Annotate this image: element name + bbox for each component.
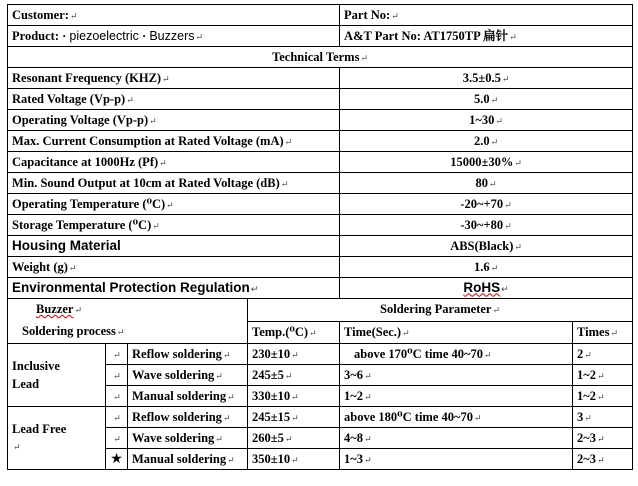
buzzer-label: Buzzer [36,302,74,316]
times-cell: 2~3↵ [573,428,633,449]
row-mark: ↵ [106,365,128,386]
row-mark: ↵ [106,386,128,407]
term-label: Housing Material [8,236,340,257]
term-row [8,257,633,278]
times-cell: 2~3↵ [573,449,633,470]
at-part-no-cell: A&T Part No: AT1750TP 扁针↵ [340,26,633,47]
times-cell: 1~2↵ [573,386,633,407]
term-row [8,152,633,173]
term-row [8,131,633,152]
term-value: 1.6↵ [340,257,633,278]
parameter-label-cell: Soldering Parameter↵ [248,299,633,322]
term-row [8,110,633,131]
soldering-row [8,407,633,428]
temp-cell: 245±5↵ [248,365,340,386]
time-cell: 4~8↵ [340,428,573,449]
time-cell: 3~6↵ [340,365,573,386]
soldering-row [8,344,633,365]
term-row [8,68,633,89]
term-row [8,215,633,236]
buzzer-process-cell: Buzzer↵ Soldering process↵ [8,299,248,344]
soldering-header-row [8,299,633,322]
term-label: Resonant Frequency (KHZ)↵ [8,68,340,89]
time-cell: 1~3↵ [340,449,573,470]
temp-cell: 330±10↵ [248,386,340,407]
times-cell: 3↵ [573,407,633,428]
term-value: 5.0↵ [340,89,633,110]
part-no-cell: Part No:↵ [340,5,633,26]
term-value: 2.0↵ [340,131,633,152]
row-mark: ↵ [106,344,128,365]
row-mark: ↵ [106,428,128,449]
method-cell: Manual soldering↵ [128,386,248,407]
product-cell: Product: · piezoelectric · Buzzers↵ [8,26,340,47]
times-cell: 1~2↵ [573,365,633,386]
term-label: Operating Temperature (⁰C)↵ [8,194,340,215]
term-value: RoHS↵ [340,278,633,299]
term-value: 3.5±0.5↵ [340,68,633,89]
term-row [8,89,633,110]
time-header: Time(Sec.)↵ [340,321,573,344]
method-cell: Reflow soldering↵ [128,407,248,428]
method-cell: Reflow soldering↵ [128,344,248,365]
temp-cell: 245±15↵ [248,407,340,428]
temp-cell: 350±10↵ [248,449,340,470]
term-label: Environmental Protection Regulation↵ [8,278,340,299]
method-cell: Manual soldering↵ [128,449,248,470]
customer-row [8,5,633,26]
term-label: Storage Temperature (⁰C)↵ [8,215,340,236]
customer-cell: Customer:↵ [8,5,340,26]
row-mark [106,449,128,470]
method-cell: Wave soldering↵ [128,428,248,449]
time-cell: 1~2↵ [340,386,573,407]
term-value: 80↵ [340,173,633,194]
term-label: Rated Voltage (Vp-p)↵ [8,89,340,110]
product-row [8,26,633,47]
spec-table [7,4,633,470]
term-value: 15000±30%↵ [340,152,633,173]
section-title: Technical Terms↵ [8,47,633,68]
star-icon: ★ [110,451,123,467]
times-header: Times↵ [573,321,633,344]
group-name-cell: Inclusive Lead [8,344,106,407]
temp-header: Temp.(⁰C)↵ [248,321,340,344]
group-name-cell: Lead Free ↵ [8,407,106,470]
term-value: ABS(Black)↵ [340,236,633,257]
term-row [8,278,633,299]
term-label: Max. Current Consumption at Rated Voltage (mA)↵ [8,131,340,152]
term-value: 1~30↵ [340,110,633,131]
term-row [8,194,633,215]
times-cell: 2↵ [573,344,633,365]
temp-cell: 230±10↵ [248,344,340,365]
term-value: -20~+70↵ [340,194,633,215]
term-label: Weight (g)↵ [8,257,340,278]
term-label: Operating Voltage (Vp-p)↵ [8,110,340,131]
term-label: Capacitance at 1000Hz (Pf)↵ [8,152,340,173]
section-title-row [8,47,633,68]
method-cell: Wave soldering↵ [128,365,248,386]
time-cell: above 180⁰C time 40~70↵ [340,407,573,428]
time-cell: above 170⁰C time 40~70↵ [340,344,573,365]
temp-cell: 260±5↵ [248,428,340,449]
process-label: Soldering process [22,324,116,338]
term-row [8,173,633,194]
term-row [8,236,633,257]
row-mark: ↵ [106,407,128,428]
term-label: Min. Sound Output at 10cm at Rated Voltage (dB)↵ [8,173,340,194]
term-value: -30~+80↵ [340,215,633,236]
